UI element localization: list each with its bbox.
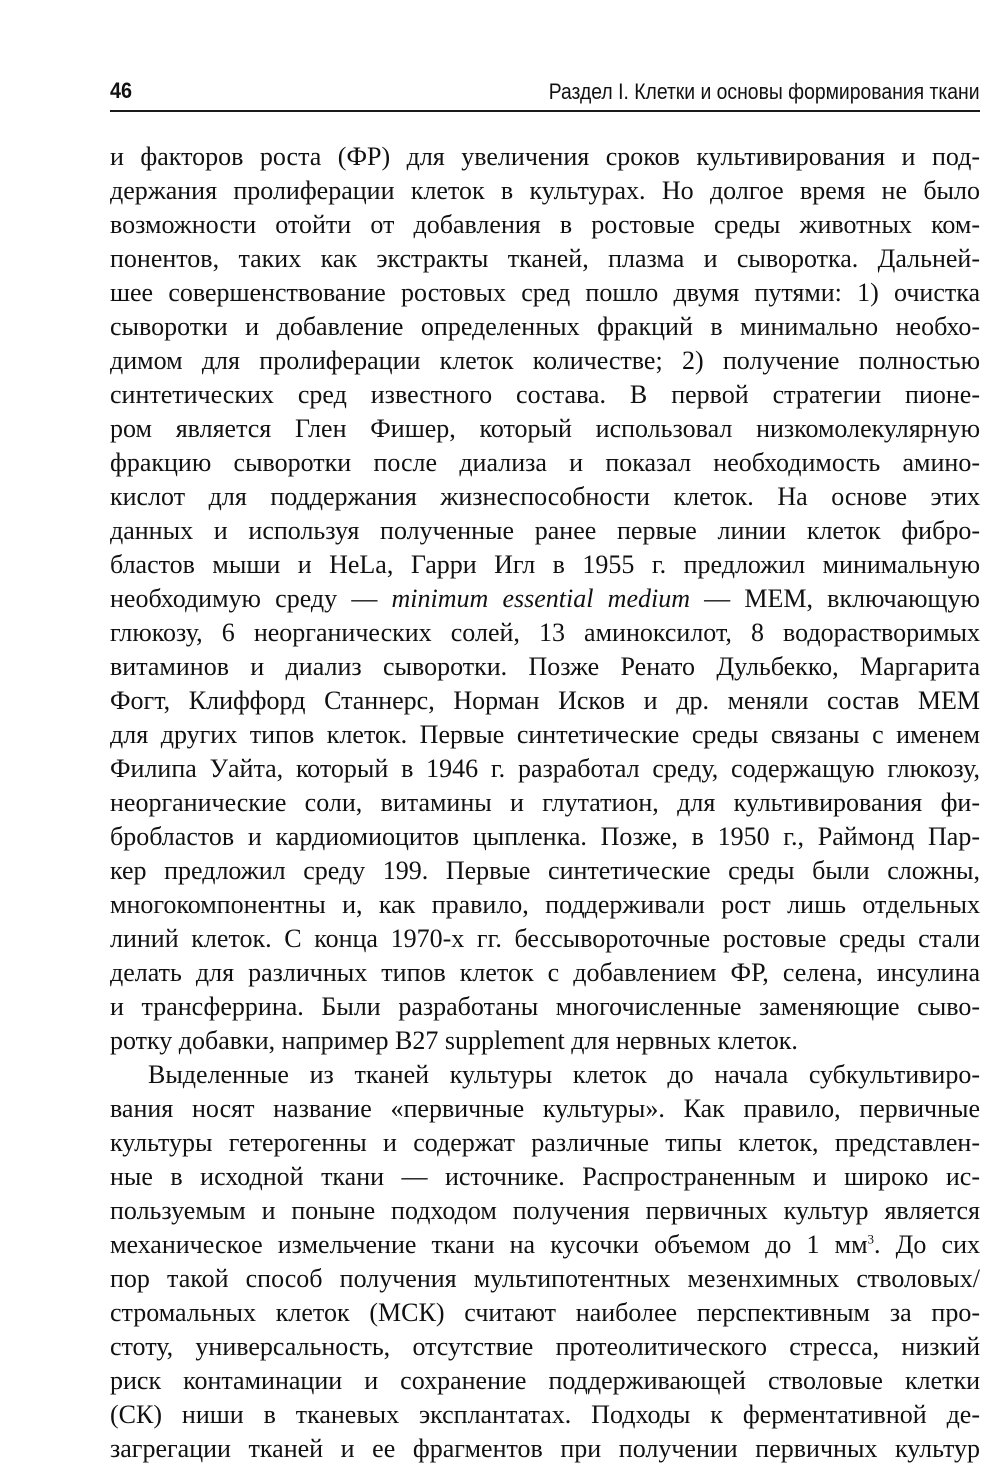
text-line: риск контаминации и сохранение поддерживающей стволовые клетки [110, 1366, 980, 1395]
text-line: неорганические соли, витамины и глутатион, для культивирования фи- [110, 788, 980, 817]
text-line: делать для различных типов клеток с добавлением ФР, селена, инсулина [110, 958, 980, 987]
text-line: многокомпонентны и, как правило, поддерживали рост лишь отдельных [110, 890, 980, 919]
italic-term: minimum essential medium [391, 584, 690, 613]
text-line: пор такой способ получения мультипотентных мезенхимных стволовых/ [110, 1264, 980, 1293]
text-line: глюкозу, 6 неорганических солей, 13 аминоксилот, 8 водорастворимых [110, 618, 980, 647]
text-line: кислот для поддержания жизнеспособности клеток. На основе этих [110, 482, 980, 511]
text-fragment: — MEM, включающую [689, 584, 980, 613]
text-line: сыворотки и добавление определенных фракций в минимально необхо- [110, 312, 980, 341]
page-number: 46 [110, 78, 133, 103]
text-line: синтетических сред известного состава. В первой стратегии пионе- [110, 380, 980, 409]
text-line: и факторов роста (ФР) для увеличения сроков культивирования и под- [110, 142, 980, 171]
text-line: фракцию сыворотки после диализа и показал необходимость амино- [110, 448, 980, 477]
running-header [110, 70, 980, 112]
text-line: стромальных клеток (МСК) считают наиболее перспективным за про- [110, 1298, 980, 1327]
text-fragment: необходимую среду — [110, 584, 392, 613]
text-line: кер предложил среду 199. Первые синтетические среды были сложны, [110, 856, 980, 885]
text-line: вания носят название «первичные культуры». Как правило, первичные [110, 1094, 980, 1123]
text-line: данных и используя полученные ранее первые линии клеток фибро- [110, 516, 980, 545]
text-line: бробластов и кардиомиоцитов цыпленка. Позже, в 1950 г., Раймонд Пар- [110, 822, 980, 851]
paragraph-first-line: Выделенные из тканей культуры клеток до начала субкультивиро- [148, 1060, 980, 1089]
text-line: загрегации тканей и ее фрагментов при получении первичных культур [110, 1434, 980, 1463]
text-line: и трансферрина. Были разработаны многочисленные заменяющие сыво- [110, 992, 980, 1021]
text-line: стоту, универсальность, отсутствие протеолитического стресса, низкий [110, 1332, 980, 1361]
text-line-with-superscript [110, 1228, 980, 1262]
text-line: Филипа Уайта, который в 1946 г. разработал среду, содержащую глюкозу, [110, 754, 980, 783]
text-line: возможности отойти от добавления в ростовые среды животных ком- [110, 210, 980, 239]
text-fragment: механическое измельчение ткани на кусочки объемом до 1 мм [110, 1230, 868, 1259]
text-line: (СК) ниши в тканевых эксплантатах. Подходы к ферментативной де- [110, 1400, 980, 1429]
text-line: димом для пролиферации клеток количестве; 2) получение полностью [110, 346, 980, 375]
body-text [110, 140, 980, 1466]
text-line: ром является Глен Фишер, который использовал низкомолекулярную [110, 414, 980, 443]
text-line: культуры гетерогенны и содержат различные типы клеток, представлен- [110, 1128, 980, 1157]
text-line: Фогт, Клиффорд Станнерс, Норман Исков и др. меняли состав MEM [110, 686, 980, 715]
paragraph-last-line: ротку добавки, например B27 supplement для нервных клеток. [110, 1026, 798, 1055]
text-line-with-italic [110, 582, 980, 616]
superscript: 3 [867, 1231, 875, 1247]
text-line: линий клеток. С конца 1970-х гг. бессывороточные ростовые среды стали [110, 924, 980, 953]
text-line: понентов, таких как экстракты тканей, плазма и сыворотка. Дальней- [110, 244, 980, 273]
text-line: витаминов и диализ сыворотки. Позже Ренато Дульбекко, Маргарита [110, 652, 980, 681]
text-fragment: . До сих [874, 1230, 980, 1259]
section-title: Раздел I. Клетки и основы формирования ткани [549, 79, 980, 104]
text-line: ные в исходной ткани — источнике. Распространенным и широко ис- [110, 1162, 980, 1191]
text-line: бластов мыши и HeLa, Гарри Игл в 1955 г. предложил минимальную [110, 550, 980, 579]
text-line: для других типов клеток. Первые синтетические среды связаны с именем [110, 720, 980, 749]
text-line: пользуемым и поныне подходом получения первичных культур является [110, 1196, 980, 1225]
text-line: держания пролиферации клеток в культурах. Но долгое время не было [110, 176, 980, 205]
text-line: шее совершенствование ростовых сред пошло двумя путями: 1) очистка [110, 278, 980, 307]
